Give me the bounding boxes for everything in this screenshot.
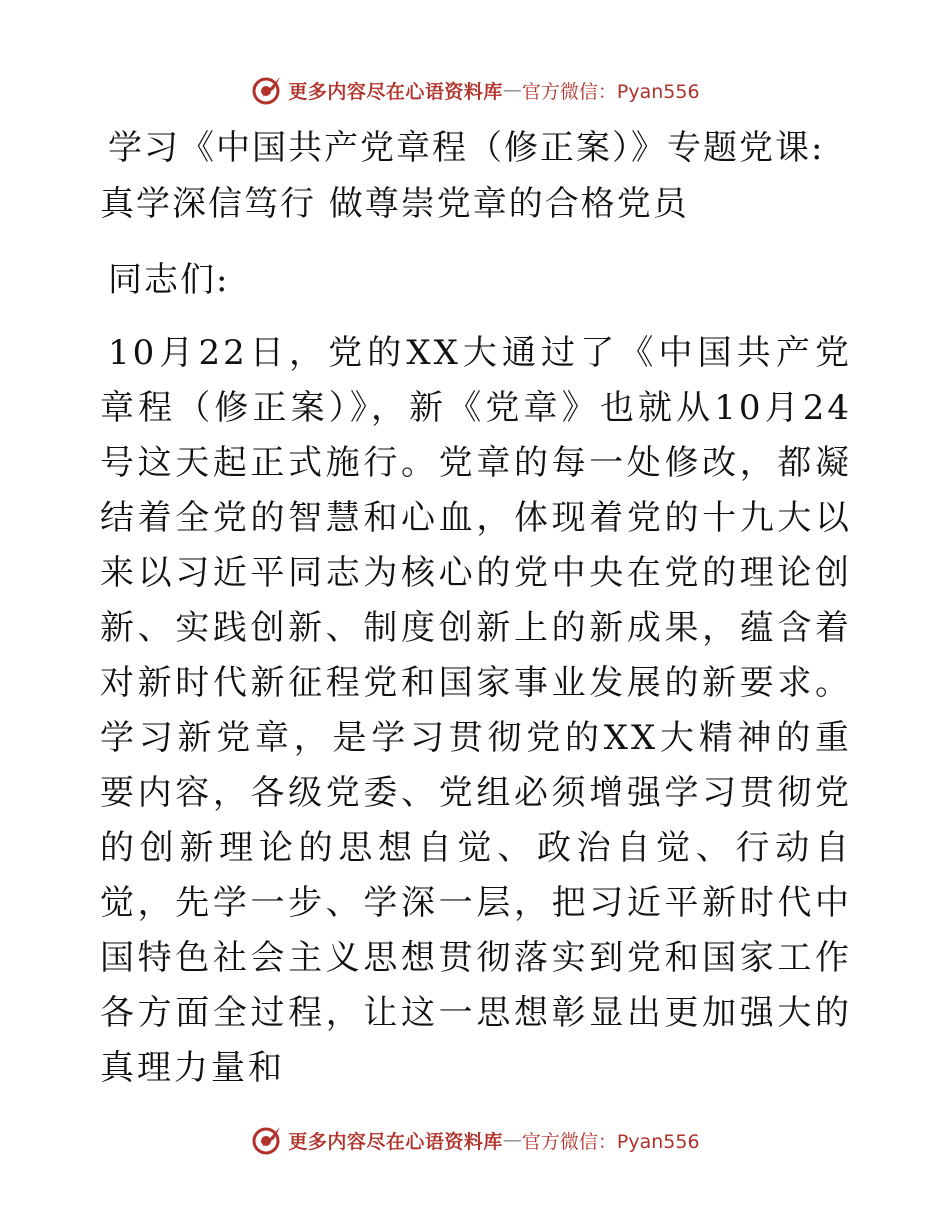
body-paragraph: 10月22日，党的XX大通过了《中国共产党章程（修正案）》，新《党章》也就从10月24号这天起正式施行。党章的每一处修改，都凝结着全党的智慧和心血，体现着党的十九大以来以习近平同志为核心的党中央在党的理论创新、实践创新、制度创新上的新成果，蕴含着对新时代新征程党和国家事业发展的新要求。学习新党章，是学习贯彻党的XX大精神的重要内容，各级党委、党组必须增强学习贯彻党的创新理论的思想自觉、政治自觉、行动自觉，先学一步、学深一层，把习近平新时代中国特色社会主义思想贯彻落实到党和国家工作各方面全过程，让这一思想彰显出更加强大的真理力量和	[100, 333, 852, 1088]
watermark-contact: 官方微信：Pyan556	[521, 80, 700, 103]
document-title-line1: 学习《中国共产党章程（修正案）》专题党课:	[108, 128, 825, 168]
quill-circle-icon	[250, 73, 284, 107]
watermark-text: 更多内容尽在心语资料库	[288, 80, 503, 103]
quill-circle-icon	[250, 1123, 284, 1157]
footer-watermark-banner	[0, 1120, 950, 1160]
watermark-dash: —	[502, 1129, 522, 1151]
watermark-text: 更多内容尽在心语资料库	[288, 1130, 503, 1153]
document-title-line2: 真学深信笃行 做尊崇党章的合格党员	[100, 184, 689, 224]
header-watermark-banner	[0, 70, 950, 110]
watermark-contact: 官方微信：Pyan556	[521, 1130, 700, 1153]
watermark-dash: —	[502, 79, 522, 101]
salutation: 同志们:	[108, 260, 230, 300]
